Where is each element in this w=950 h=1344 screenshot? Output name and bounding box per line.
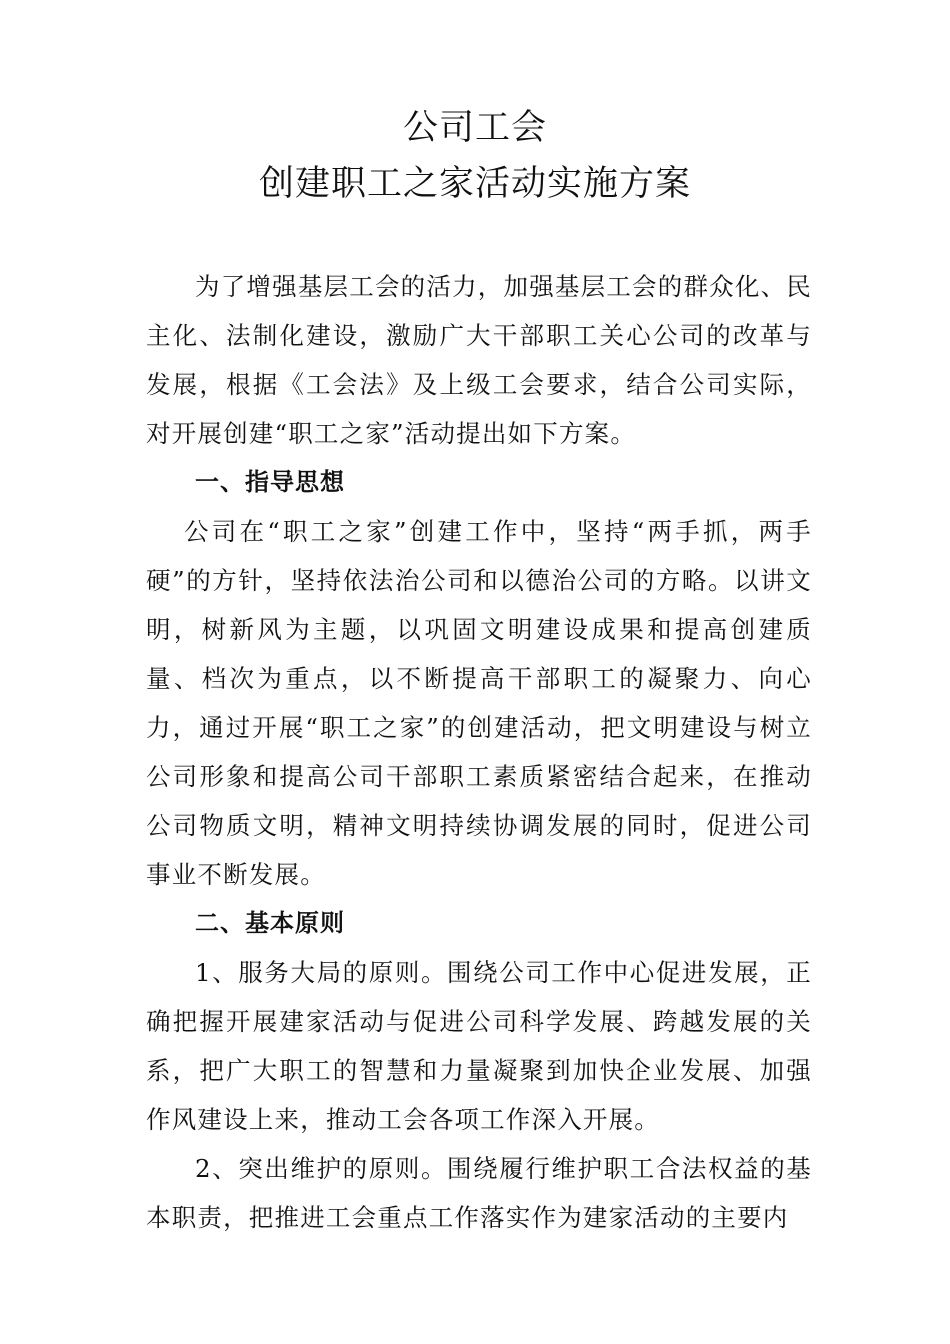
section-heading-guiding-thought: 一、指导思想 xyxy=(195,468,345,496)
intro-paragraph: 为了增强基层工会的活力，加强基层工会的群众化、民主化、法制化建设，激励广大干部职工关心公司的改革与发展，根据《工会法》及上级工会要求，结合公司实际，对开展创建“职工之家”活动提出如下方案。 xyxy=(146,272,812,448)
principle-2-paragraph: 2、突出维护的原则。围绕履行维护职工合法权益的基本职责，把推进工会重点工作落实作为建家活动的主要内 xyxy=(146,1154,812,1232)
guiding-thought-paragraph: 公司在“职工之家”创建工作中，坚持“两手抓，两手硬”的方针，坚持依法治公司和以德治公司的方略。以讲文明，树新风为主题，以巩固文明建设成果和提高创建质量、档次为重点，以不断提高干部职工的凝聚力、向心力，通过开展“职工之家”的创建活动，把文明建设与树立公司形象和提高公司干部职工素质紧密结合起来，在推动公司物质文明，精神文明持续协调发展的同时，促进公司事业不断发展。 xyxy=(146,517,812,889)
title-line-1: 公司工会 xyxy=(402,108,547,148)
document-title xyxy=(0,100,950,212)
section-heading-basic-principles: 二、基本原则 xyxy=(195,909,345,937)
principle-1-paragraph: 1、服务大局的原则。围绕公司工作中心促进发展，正确把握开展建家活动与促进公司科学发展、跨越发展的关系，把广大职工的智慧和力量凝聚到加快企业发展、加强作风建设上来，推动工会各项工作深入开展。 xyxy=(146,958,812,1134)
title-line-2: 创建职工之家活动实施方案 xyxy=(258,164,691,204)
document-body xyxy=(146,262,812,1242)
